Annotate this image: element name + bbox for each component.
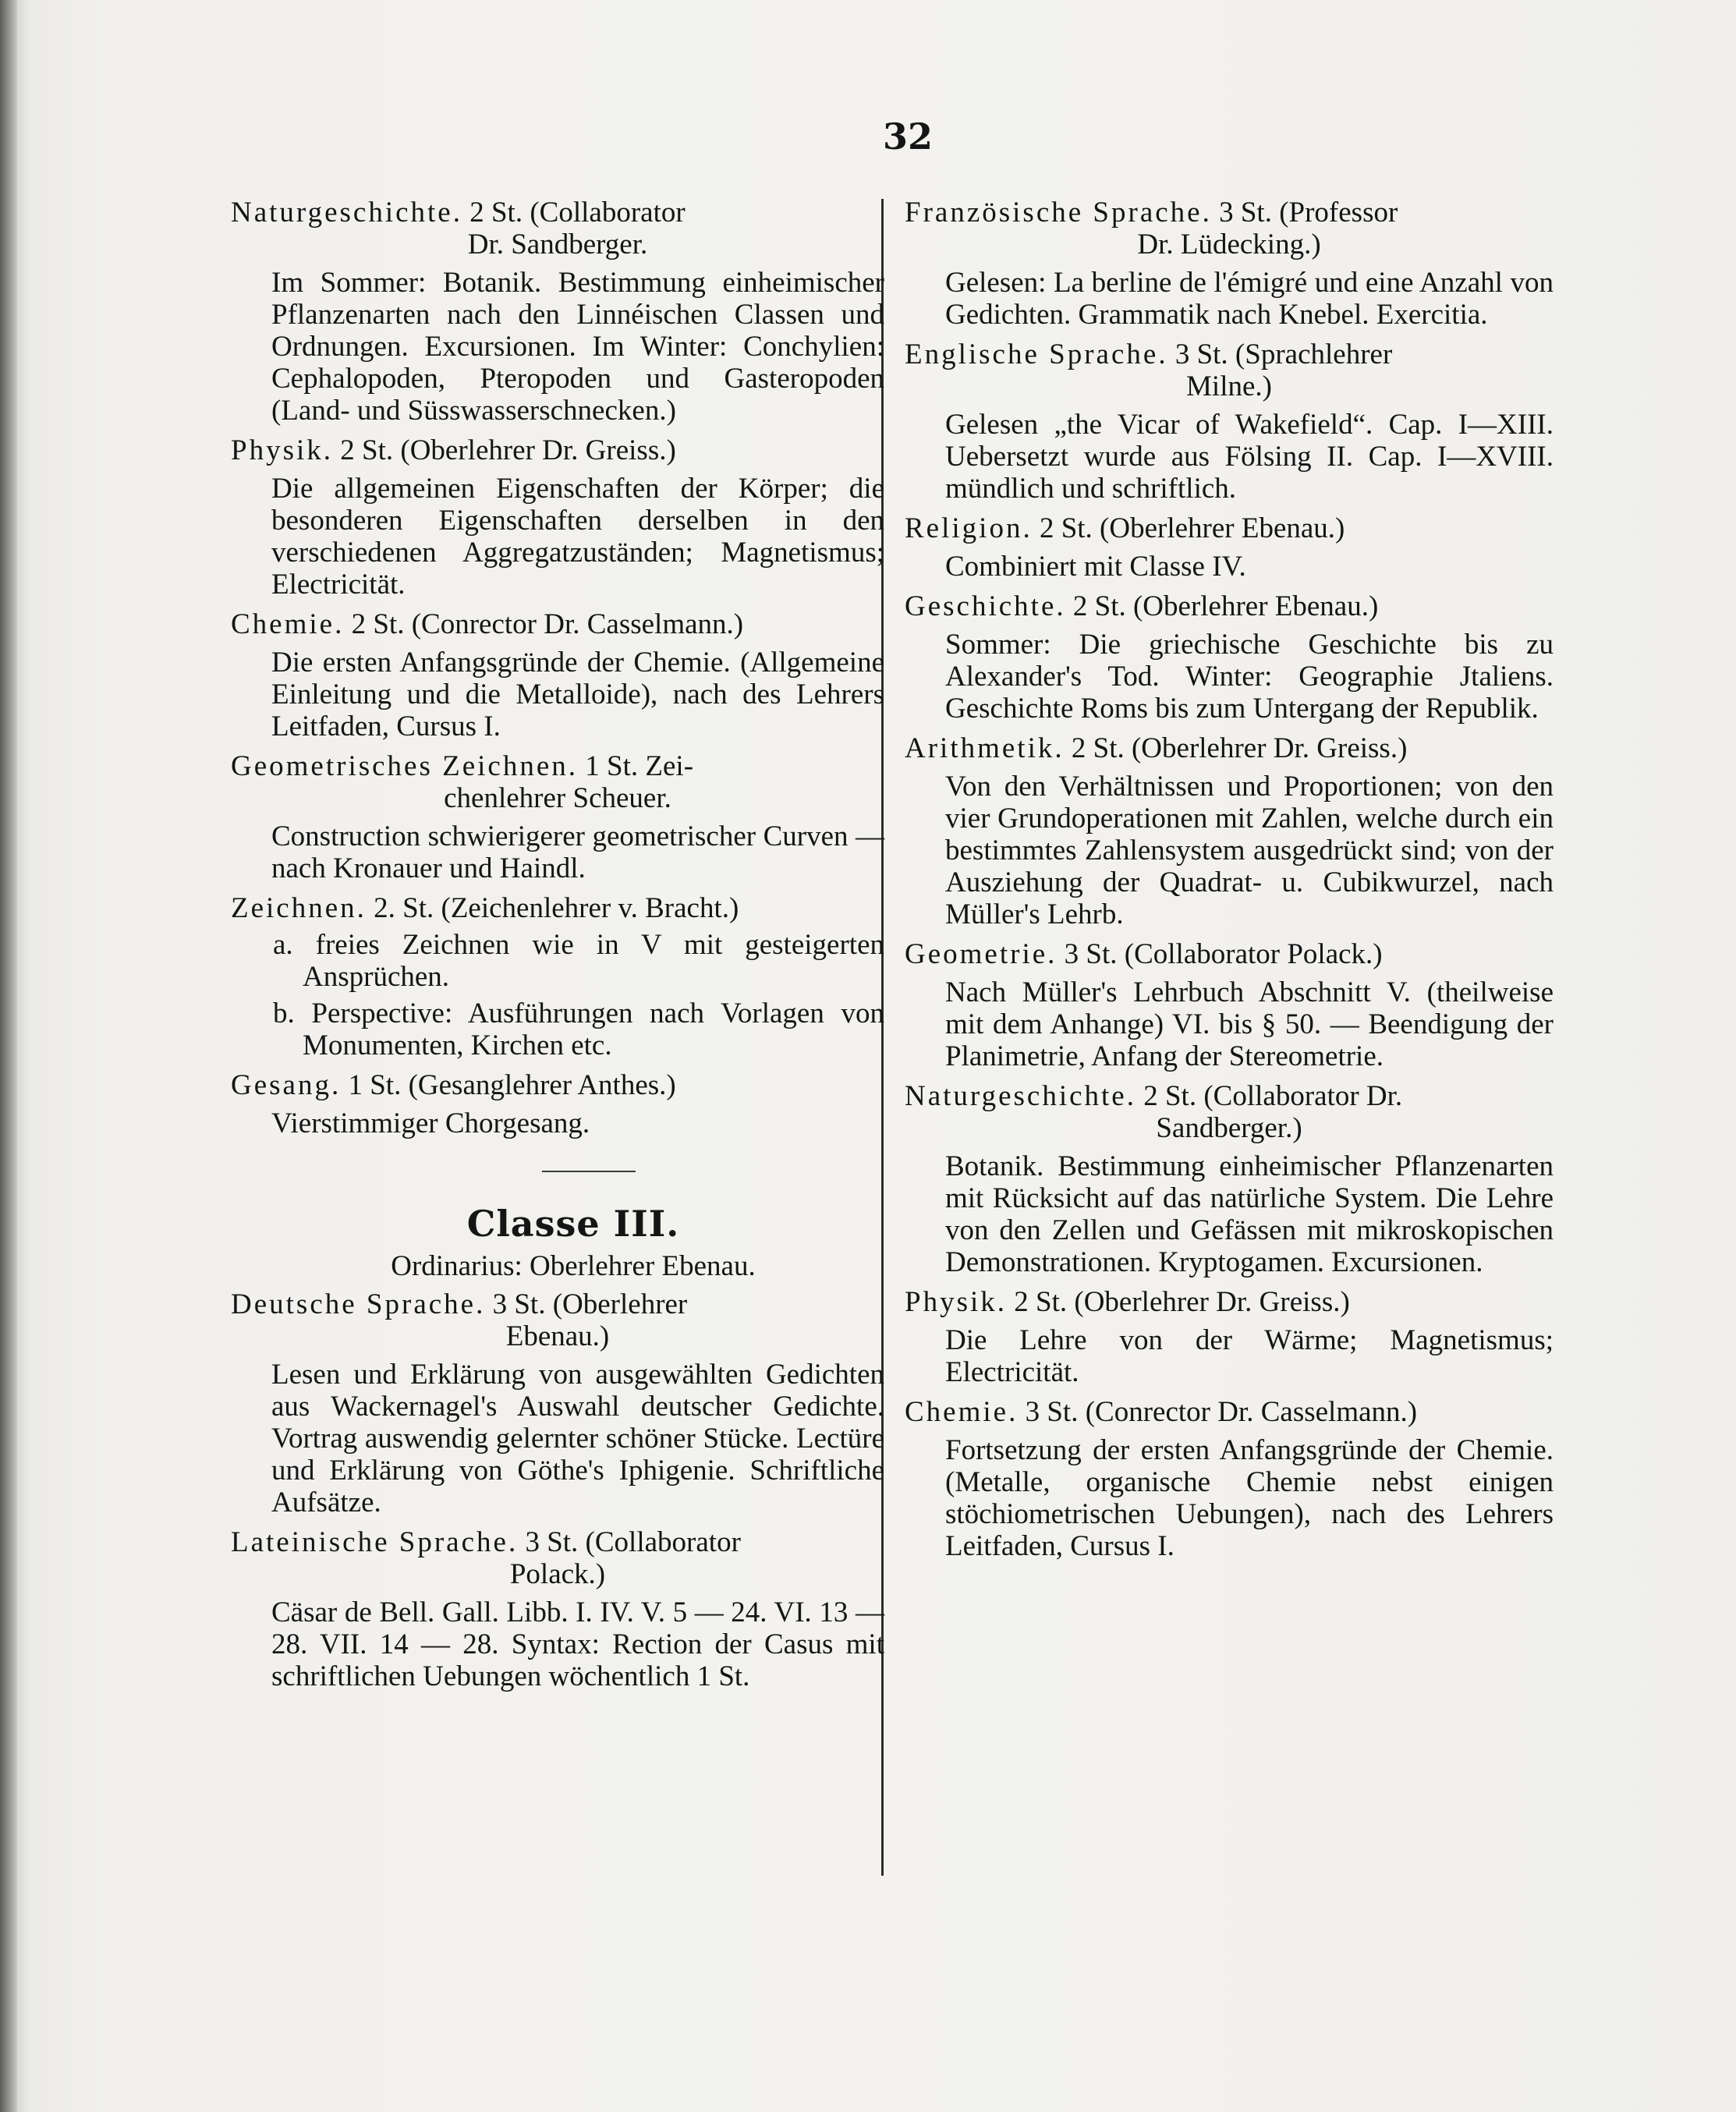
- subject-entry-arithmetik: [905, 732, 1554, 930]
- subject-description: Sommer: Die griechische Geschichte bis zu Alexander's Tod. Winter: Geographie Jtaliens. Geschichte Roms bis zum Untergang der Republik.: [945, 629, 1554, 725]
- subject-name: Physik.: [905, 1286, 1008, 1318]
- subject-heading: [231, 1526, 884, 1558]
- subject-hours-teacher: 2 St. (Conrector Dr. Casselmann.): [344, 608, 744, 640]
- subject-name: Zeichnen.: [231, 892, 367, 924]
- subject-heading: [905, 1286, 1554, 1318]
- subject-entry-chemie-2: [905, 1396, 1554, 1562]
- subject-description: Nach Müller's Lehrbuch Abschnitt V. (theilweise mit dem Anhange) VI. bis § 50. — Beendigung der Planimetrie, Anfang der Stereometrie.: [945, 976, 1554, 1072]
- subject-entry-franzoesische-sprache: [905, 197, 1554, 331]
- subject-hours-teacher: 3 St. (Collaborator: [518, 1526, 741, 1558]
- subject-entry-geschichte: [905, 590, 1554, 725]
- subject-entry-physik: [231, 434, 884, 601]
- subject-description: Botanik. Bestimmung einheimischer Pflanzenarten mit Rücksicht auf das natürliche System. Die Lehre von den Zellen und Gefässen mit mikroskopischen Demonstrationen. Kryptogamen. Excursionen.: [945, 1150, 1554, 1278]
- subject-heading-continued: Dr. Lüdecking.): [1137, 229, 1321, 260]
- subject-heading: [231, 1069, 884, 1101]
- subject-entry-naturgeschichte-2: [905, 1080, 1554, 1278]
- subject-entry-geometrisches-zeichnen: [231, 750, 884, 884]
- subject-description: Die allgemeinen Eigenschaften der Körper; die besonderen Eigenschaften derselben in den verschiedenen Aggregatzuständen; Magnetismus; Electricität.: [271, 473, 884, 601]
- subject-name: Lateinische Sprache.: [231, 1526, 519, 1558]
- subject-name: Naturgeschichte.: [231, 197, 462, 229]
- right-column: [905, 197, 1554, 1562]
- subject-hours-teacher: 2 St. (Oberlehrer Ebenau.): [1032, 512, 1345, 544]
- subject-hours-teacher: 2 St. (Collaborator: [462, 197, 686, 229]
- subject-name: Arithmetik.: [905, 732, 1065, 764]
- subject-entry-naturgeschichte: [231, 197, 884, 427]
- subject-description: Gelesen: La berline de l'émigré und eine Anzahl von Gedichten. Grammatik nach Knebel. Exercitia.: [945, 267, 1554, 331]
- subject-heading-continued: Polack.): [509, 1558, 606, 1590]
- subject-description: Fortsetzung der ersten Anfangsgründe der Chemie. (Metalle, organische Chemie nebst einigen stöchiometrischen Uebungen), nach des Lehrers Leitfaden, Cursus I.: [945, 1434, 1554, 1562]
- subject-heading: [231, 608, 884, 640]
- subject-description: Cäsar de Bell. Gall. Libb. I. IV. V. 5 — 24. VI. 13 — 28. VII. 14 — 28. Syntax: Rection der Casus mit schriftlichen Uebungen wöchentlich 1 St.: [271, 1596, 884, 1692]
- subject-hours-teacher: 3 St. (Conrector Dr. Casselmann.): [1018, 1396, 1418, 1428]
- subject-description: Gelesen „the Vicar of Wakefield“. Cap. I—XIII. Uebersetzt wurde aus Fölsing II. Cap. I—XVIII. mündlich und schriftlich.: [945, 409, 1554, 505]
- subject-entry-geometrie: [905, 938, 1554, 1072]
- subject-heading: [905, 338, 1554, 370]
- subject-name: Geometrisches Zeichnen.: [231, 750, 579, 782]
- subject-heading: [231, 750, 884, 782]
- subject-name: Englische Sprache.: [905, 338, 1168, 370]
- subject-entry-physik-2: [905, 1286, 1554, 1388]
- subject-heading: [231, 434, 884, 466]
- subject-heading: [231, 892, 884, 924]
- subject-name: Gesang.: [231, 1069, 342, 1101]
- subject-entry-englische-sprache: [905, 338, 1554, 505]
- subject-name: Chemie.: [905, 1396, 1019, 1428]
- subject-name: Chemie.: [231, 608, 345, 640]
- subject-entry-lateinische-sprache: [231, 1526, 884, 1692]
- subject-hours-teacher: 2 St. (Oberlehrer Ebenau.): [1065, 590, 1379, 622]
- subject-entry-zeichnen: [231, 892, 884, 1061]
- subject-description: Die Lehre von der Wärme; Magnetismus; Electricität.: [945, 1324, 1554, 1388]
- subject-hours-teacher: 1 St. (Gesanglehrer Anthes.): [341, 1069, 676, 1101]
- subject-heading: [231, 197, 884, 229]
- subject-hours-teacher: 2 St. (Collaborator Dr.: [1135, 1080, 1403, 1112]
- subject-heading-continued: Milne.): [1186, 370, 1272, 402]
- subject-description: Lesen und Erklärung von ausgewählten Gedichten aus Wackernagel's Auswahl deutscher Gedichte. Vortrag auswendig gelernter schöner Stücke. Lectüre und Erklärung von Göthe's Iphigenie. Schriftliche Aufsätze.: [271, 1359, 884, 1518]
- subject-hours-teacher: 2 St. (Oberlehrer Dr. Greiss.): [333, 434, 676, 466]
- subject-description: Von den Verhältnissen und Proportionen; von den vier Grundoperationen mit Zahlen, welche durch ein bestimmtes Zahlensystem ausgedrückt sind; von der Ausziehung der Quadrat- u. Cubikwurzel, nach Müller's Lehrb.: [945, 771, 1554, 930]
- subject-name: Deutsche Sprache.: [231, 1288, 486, 1320]
- subject-description: Construction schwierigerer geometrischer Curven — nach Kronauer und Haindl.: [271, 820, 884, 884]
- subject-heading: [905, 938, 1554, 970]
- subject-hours-teacher: 3 St. (Professor: [1211, 197, 1398, 229]
- subject-item-b: b. Perspective: Ausführungen nach Vorlagen von Monumenten, Kirchen etc.: [273, 998, 884, 1061]
- subject-description: Vierstimmiger Chorgesang.: [271, 1107, 590, 1139]
- subject-entry-chemie: [231, 608, 884, 742]
- subject-hours-teacher: 2 St. (Oberlehrer Dr. Greiss.): [1064, 732, 1408, 764]
- subject-heading-continued: Sandberger.): [1156, 1112, 1302, 1144]
- subject-description: Combiniert mit Classe IV.: [945, 551, 1246, 583]
- subject-heading: [905, 732, 1554, 764]
- subject-heading: [231, 1288, 884, 1320]
- page-number: 32: [882, 115, 933, 158]
- subject-hours-teacher: 2 St. (Oberlehrer Dr. Greiss.): [1007, 1286, 1350, 1318]
- subject-item-a: a. freies Zeichnen wie in V mit gesteigerten Ansprüchen.: [273, 929, 884, 993]
- subject-heading: [905, 590, 1554, 622]
- subject-entry-religion: [905, 512, 1554, 583]
- subject-name: Geometrie.: [905, 938, 1058, 970]
- subject-heading: [905, 197, 1554, 229]
- subject-description: Im Sommer: Botanik. Bestimmung einheimischer Pflanzenarten nach den Linnéischen Classen und Ordnungen. Excursionen. Im Winter: Conchylien: Cephalopoden, Pteropoden und Gasteropoden (Land- und Süsswasserschnecken.): [271, 267, 884, 427]
- subject-name: Naturgeschichte.: [905, 1080, 1136, 1112]
- subject-name: Physik.: [231, 434, 334, 466]
- subject-hours-teacher: 1 St. Zei-: [578, 750, 694, 782]
- section-rule: [542, 1171, 636, 1172]
- subject-heading-continued: chenlehrer Scheuer.: [444, 782, 671, 814]
- subject-name: Geschichte.: [905, 590, 1066, 622]
- subject-hours-teacher: 2. St. (Zeichenlehrer v. Bracht.): [366, 892, 739, 924]
- subject-hours-teacher: 3 St. (Oberlehrer: [485, 1288, 688, 1320]
- subject-heading: [905, 512, 1554, 544]
- subject-description: Die ersten Anfangsgründe der Chemie. (Allgemeine Einleitung und die Metalloide), nach des Lehrers Leitfaden, Cursus I.: [271, 647, 884, 742]
- subject-heading: [905, 1080, 1554, 1112]
- subject-hours-teacher: 3 St. (Collaborator Polack.): [1057, 938, 1383, 970]
- book-spine-shadow: [0, 0, 17, 2112]
- subject-heading: [905, 1396, 1554, 1428]
- subject-name: Religion.: [905, 512, 1033, 544]
- ordinarius-line: Ordinarius: Oberlehrer Ebenau.: [391, 1250, 756, 1282]
- subject-entry-gesang: [231, 1069, 884, 1139]
- left-column: [231, 197, 884, 1692]
- classe-heading: Classe III.: [466, 1203, 680, 1245]
- subject-hours-teacher: 3 St. (Sprachlehrer: [1167, 338, 1393, 370]
- subject-heading-continued: Dr. Sandberger.: [467, 229, 648, 260]
- subject-name: Französische Sprache.: [905, 197, 1212, 229]
- subject-heading-continued: Ebenau.): [505, 1320, 610, 1352]
- subject-entry-deutsche-sprache: [231, 1288, 884, 1518]
